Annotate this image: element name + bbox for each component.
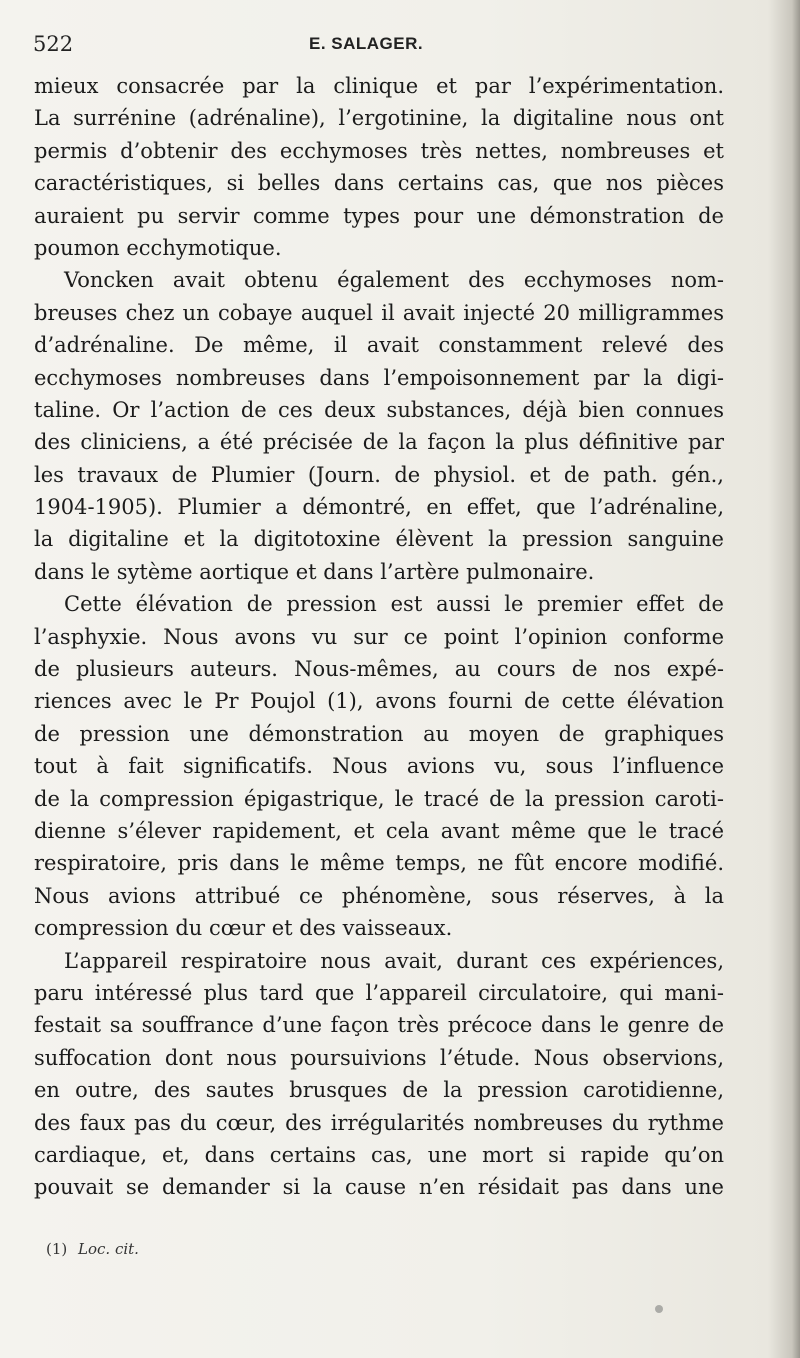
footnote-mark: (1)	[46, 1240, 68, 1258]
text-line: ecchymoses nombreuses dans l’empoisonnement par la digi-	[34, 365, 724, 390]
text-line: des faux pas du cœur, des irrégularités nombreuses du rythme	[34, 1110, 724, 1135]
text-line: Cette élévation de pression est aussi le premier effet de	[64, 592, 724, 617]
text-line: paru intéressé plus tard que l’appareil circulatoire, qui mani-	[34, 980, 724, 1005]
text-line: cardiaque, et, dans certains cas, une mort si rapide qu’on	[34, 1142, 724, 1167]
text-line: respiratoire, pris dans le même temps, ne fût encore modifié.	[34, 851, 724, 876]
text-line: tout à fait significatifs. Nous avions vu, sous l’influence	[34, 754, 724, 779]
text-line: dienne s’élever rapidement, et cela avant même que le tracé	[34, 818, 724, 843]
text-line: d’adrénaline. De même, il avait constamment relevé des	[34, 333, 724, 358]
text-line: caractéristiques, si belles dans certains cas, que nos pièces	[34, 171, 724, 196]
text-line: de plusieurs auteurs. Nous-mêmes, au cours de nos expé-	[34, 657, 724, 682]
footnote-citation: Loc. cit.	[78, 1240, 139, 1258]
text-line: taline. Or l’action de ces deux substances, déjà bien connues	[34, 397, 724, 422]
body-text	[34, 70, 724, 1204]
text-line: L’appareil respiratoire nous avait, durant ces expériences,	[64, 948, 724, 973]
text-line: les travaux de Plumier (Journ. de physiol. et de path. gén.,	[34, 462, 724, 487]
page-header	[33, 32, 733, 62]
text-line: 1904-1905). Plumier a démontré, en effet, que l’adrénaline,	[34, 495, 724, 520]
text-line: poumon ecchymotique.	[34, 235, 282, 260]
text-line: de pression une démonstration au moyen de graphiques	[34, 721, 724, 746]
text-line: des cliniciens, a été précisée de la façon la plus définitive par	[34, 430, 724, 455]
text-line: compression du cœur et des vaisseaux.	[34, 916, 453, 941]
text-line: riences avec le Pr Poujol (1), avons fourni de cette élévation	[34, 689, 724, 714]
text-line: mieux consacrée par la clinique et par l’expérimentation.	[34, 74, 724, 98]
text-line: pouvait se demander si la cause n’en résidait pas dans une	[34, 1175, 724, 1200]
text-line: de la compression épigastrique, le tracé de la pression caroti-	[34, 786, 724, 811]
text-line: permis d’obtenir des ecchymoses très nettes, nombreuses et	[34, 138, 724, 163]
text-line: dans le sytème aortique et dans l’artère pulmonaire.	[34, 559, 595, 584]
text-line: en outre, des sautes brusques de la pression carotidienne,	[34, 1078, 724, 1103]
ink-smudge	[655, 1305, 663, 1313]
text-line: Nous avions attribué ce phénomène, sous réserves, à la	[34, 883, 724, 908]
text-line: La surrénine (adrénaline), l’ergotinine, la digitaline nous ont	[34, 106, 724, 131]
text-line: Voncken avait obtenu également des ecchymoses nom-	[64, 268, 724, 293]
text-line: la digitaline et la digitotoxine élèvent la pression sanguine	[34, 527, 724, 552]
footnote	[46, 1240, 139, 1258]
text-line: breuses chez un cobaye auquel il avait injecté 20 milligrammes	[34, 300, 724, 325]
text-line: auraient pu servir comme types pour une démonstration de	[34, 203, 724, 228]
text-line: suffocation dont nous poursuivions l’étude. Nous observions,	[34, 1045, 724, 1070]
page-number: 522	[33, 32, 74, 56]
running-head: E. SALAGER.	[309, 34, 424, 53]
text-line: l’asphyxie. Nous avons vu sur ce point l’opinion conforme	[34, 624, 724, 649]
text-line: festait sa souffrance d’une façon très précoce dans le genre de	[34, 1013, 724, 1038]
